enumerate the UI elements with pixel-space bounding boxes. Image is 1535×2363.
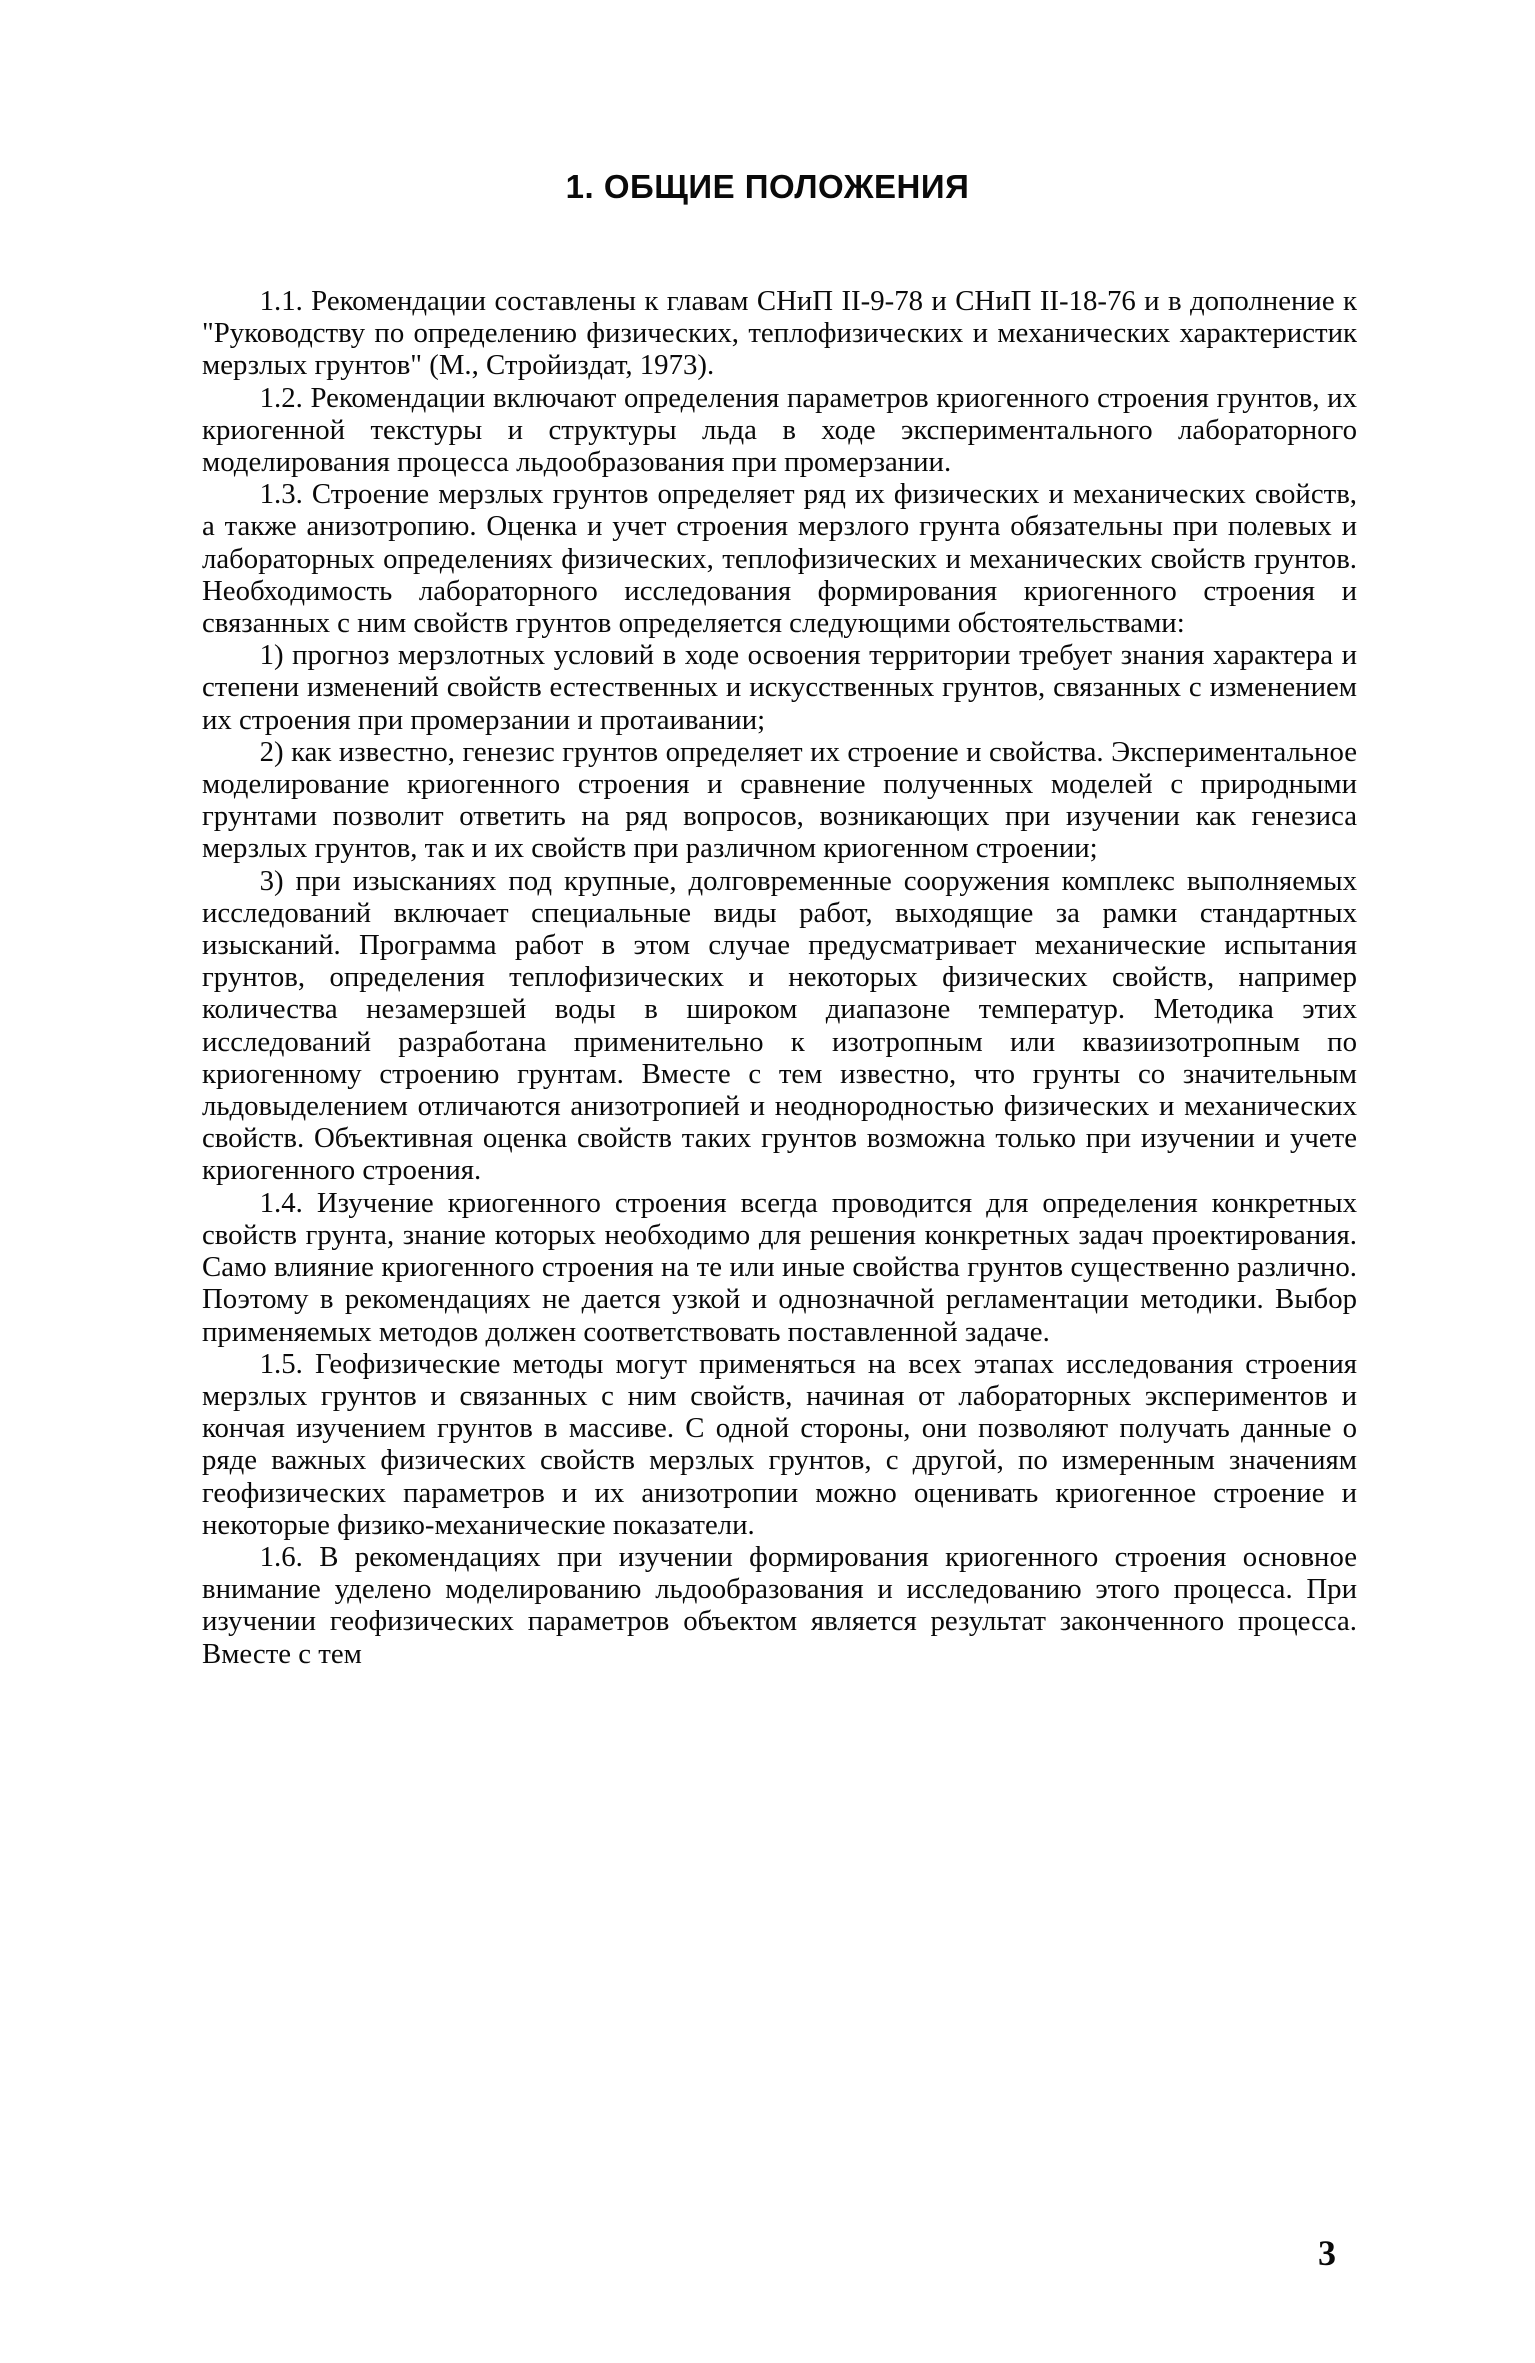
paragraph-1-3: 1.3. Строение мерзлых грунтов определяет ряд их физических и механических свойств, а также анизотропию. Оценка и учет строения мерзлого грунта обязательны при полевых и лабораторных определениях физических, теплофизических и механических свойств грунтов. Необходимость лабораторного исследования формирования криогенного строения и связанных с ним свойств грунтов определяется следующими обстоятельствами: (202, 478, 1357, 640)
section-heading: 1. ОБЩИЕ ПОЛОЖЕНИЯ (565, 168, 970, 205)
paragraph-1-5: 1.5. Геофизические методы могут применяться на всех этапах исследования строения мерзлых грунтов и связанных с ним свойств, начиная от лабораторных экспериментов и кончая изучением грунтов в массиве. С одной стороны, они позволяют получать данные о ряде важных физических свойств мерзлых грунтов, с другой, по измеренным значениям геофизических параметров и их анизотропии можно оценивать криогенное строение и некоторые физико-механические показатели. (202, 1347, 1357, 1541)
paragraph-1-1: 1.1. Рекомендации составлены к главам СНиП II-9-78 и СНиП II-18-76 и в дополнение к "Руководству по определению физических, теплофизических и механических характеристик мерзлых грунтов" (М., Стройиздат, 1973). (202, 285, 1357, 382)
page-number: 3 (1318, 2233, 1336, 2273)
paragraph-1-2: 1.2. Рекомендации включают определения параметров криогенного строения грунтов, их криогенной текстуры и структуры льда в ходе экспериментального лабораторного моделирования процесса льдообразования при промерзании. (202, 381, 1357, 479)
list-item-1: 1) прогноз мерзлотных условий в ходе освоения территории требует знания характера и степени изменений свойств естественных и искусственных грунтов, связанных с изменением их строения при промерзании и протаивании; (202, 639, 1357, 736)
list-item-3: 3) при изысканиях под крупные, долговременные сооружения комплекс выполняемых исследований включает специальные виды работ, выходящие за рамки стандартных изысканий. Программа работ в этом случае предусматривает механические испытания грунтов, определения теплофизических и некоторых физических свойств, например количества незамерзшей воды в широком диапазоне температур. Методика этих исследований разработана применительно к изотропным или квазиизотропным по криогенному строению грунтам. Вместе с тем известно, что грунты со значительным льдовыделением отличаются анизотропией и неоднородностью физических и механических свойств. Объективная оценка свойств таких грунтов возможна только при изучении и учете криогенного строения. (202, 864, 1357, 1187)
paragraph-1-6: 1.6. В рекомендациях при изучении формирования криогенного строения основное внимание уделено моделированию льдообразования и исследованию этого процесса. При изучении геофизических параметров объектом является результат законченного процесса. Вместе с тем (202, 1540, 1357, 1670)
list-item-2: 2) как известно, генезис грунтов определяет их строение и свойства. Экспериментальное моделирование криогенного строения и сравнение полученных моделей с природными грунтами позволит ответить на ряд вопросов, возникающих при изучении как генезиса мерзлых грунтов, так и их свойств при различном криогенном строении; (202, 735, 1357, 865)
body-text (202, 285, 1357, 1670)
paragraph-1-4: 1.4. Изучение криогенного строения всегда проводится для определения конкретных свойств грунта, знание которых необходимо для решения конкретных задач проектирования. Само влияние криогенного строения на те или иные свойства грунтов существенно различно. Поэтому в рекомендациях не дается узкой и однозначной регламентации методики. Выбор применяемых методов должен соответствовать поставленной задаче. (202, 1186, 1357, 1348)
